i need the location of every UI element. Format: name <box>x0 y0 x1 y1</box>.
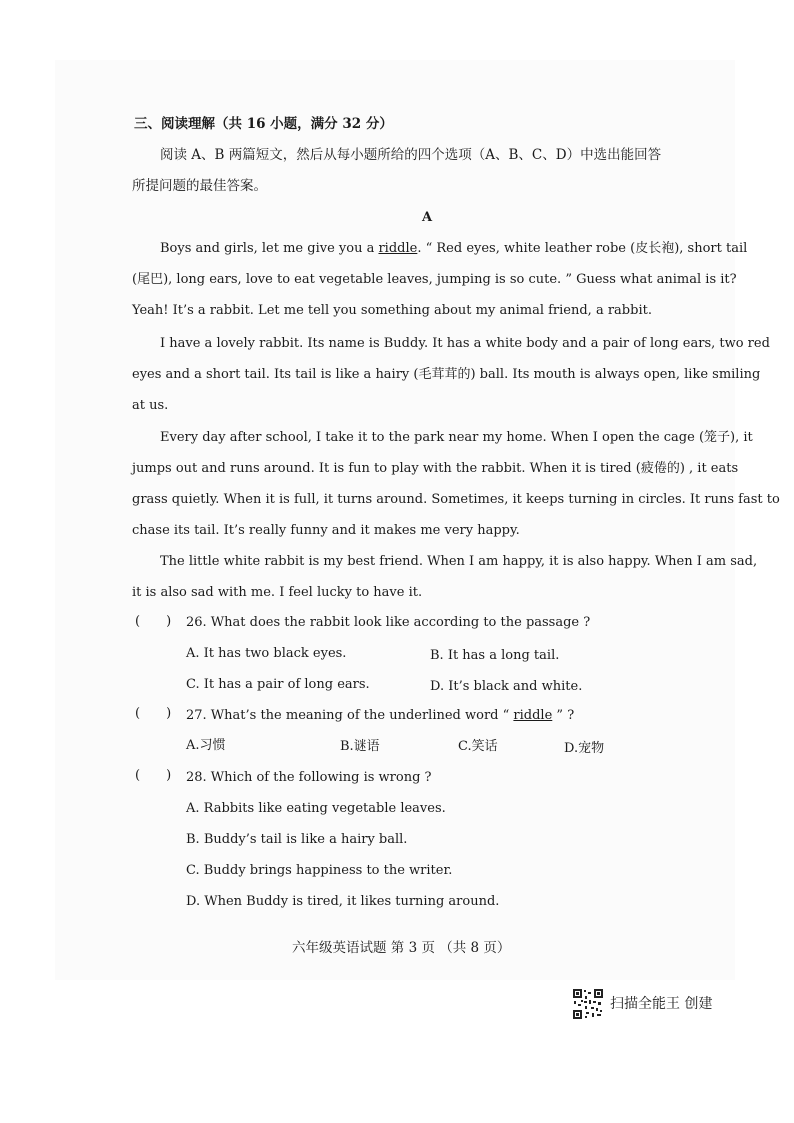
p3-line-3: grass quietly. When it is full, it turns around. Sometimes, it keeps turning in circles. It runs fast to <box>132 492 780 507</box>
q26-option-b: B. It has a long tail. <box>430 648 560 663</box>
scanner-watermark-text: 扫描全能王 创建 <box>610 996 713 1012</box>
q26-option-d: D. It’s black and white. <box>430 679 583 694</box>
q28-option-a: A. Rabbits like eating vegetable leaves. <box>186 801 446 816</box>
q27-underlined-word: riddle <box>513 708 553 723</box>
page-footer: 六年级英语试题 第 3 页 （共 8 页） <box>292 940 511 956</box>
q26-stem: 26. What does the rabbit look like according to the passage ? <box>186 615 591 630</box>
q28-stem: 28. Which of the following is wrong ? <box>186 770 432 785</box>
p4-line-2: it is also sad with me. I feel lucky to have it. <box>132 585 423 600</box>
q28-option-b: B. Buddy’s tail is like a hairy ball. <box>186 832 408 847</box>
q27-stem <box>186 708 574 724</box>
p1-line-1 <box>160 241 747 257</box>
instruction-line-1: 阅读 A、B 两篇短文，然后从每小题所给的四个选项（A、B、C、D）中选出能回答 <box>160 147 662 163</box>
q26-option-a: A. It has two black eyes. <box>186 646 347 661</box>
q27-stem-a: 27. What’s the meaning of the underlined word “ <box>186 708 514 723</box>
q26-answer-bracket[interactable]: ( ) <box>135 614 172 629</box>
p1-line-2: (尾巴), long ears, love to eat vegetable leaves, jumping is so cute. ” Guess what animal is it? <box>132 272 737 287</box>
q27-option-a: A.习惯 <box>186 738 226 753</box>
q28-answer-bracket[interactable]: ( ) <box>135 768 172 783</box>
p3-line-1: Every day after school, I take it to the park near my home. When I open the cage (笼子), it <box>160 430 753 445</box>
p1-line-1-a: Boys and girls, let me give you a <box>160 241 379 256</box>
qr-code-icon <box>572 988 604 1020</box>
p3-line-2: jumps out and runs around. It is fun to play with the rabbit. When it is tired (疲倦的) , it eats <box>132 461 739 476</box>
passage-label: A <box>422 210 433 225</box>
q27-option-c: C.笑话 <box>458 739 498 754</box>
section-heading: 三、阅读理解（共 16 小题，满分 32 分） <box>134 116 393 132</box>
underlined-word-riddle: riddle <box>378 241 418 256</box>
q27-option-d: D.宠物 <box>564 741 605 756</box>
p2-line-2: eyes and a short tail. Its tail is like a hairy (毛茸茸的) ball. Its mouth is always open, like smiling <box>132 367 761 382</box>
p4-line-1: The little white rabbit is my best friend. When I am happy, it is also happy. When I am sad, <box>160 554 758 569</box>
q27-stem-b: ” ? <box>552 708 575 723</box>
p3-line-4: chase its tail. It’s really funny and it makes me very happy. <box>132 523 520 538</box>
p2-line-1: I have a lovely rabbit. Its name is Buddy. It has a white body and a pair of long ears, two red <box>160 336 770 351</box>
p1-line-1-b: . “ Red eyes, white leather robe (皮长袍), short tail <box>417 241 748 256</box>
q27-answer-bracket[interactable]: ( ) <box>135 706 172 721</box>
p2-line-3: at us. <box>132 398 169 413</box>
instruction-line-2: 所提问题的最佳答案。 <box>132 178 267 194</box>
q28-option-d: D. When Buddy is tired, it likes turning around. <box>186 894 500 909</box>
q27-option-b: B.谜语 <box>340 739 380 754</box>
q28-option-c: C. Buddy brings happiness to the writer. <box>186 863 453 878</box>
p1-line-3: Yeah! It’s a rabbit. Let me tell you something about my animal friend, a rabbit. <box>132 303 652 318</box>
q26-option-c: C. It has a pair of long ears. <box>186 677 370 692</box>
